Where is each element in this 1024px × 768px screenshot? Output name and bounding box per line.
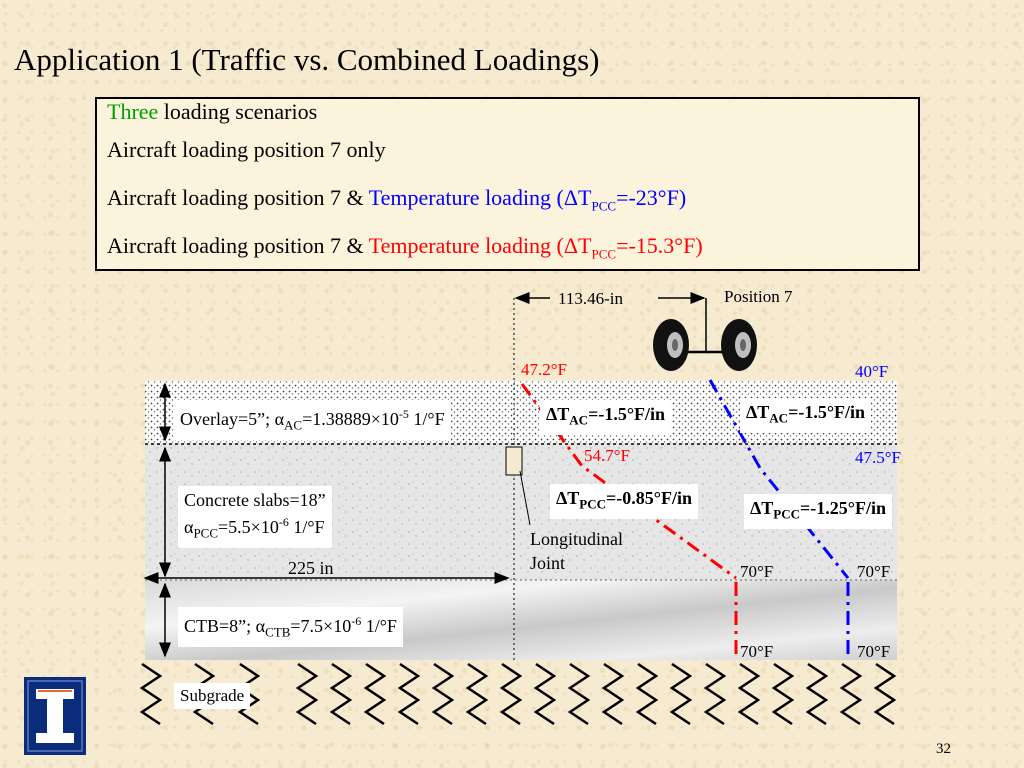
concrete-sub: PCC — [193, 525, 219, 541]
ctb-label — [178, 607, 403, 647]
red-ac-sub: AC — [569, 412, 589, 428]
blue-pcc-bottom-temp: 70°F — [857, 562, 891, 581]
red-mid-temp: 54.7°F — [584, 446, 631, 465]
red-pcc-gradient — [550, 484, 698, 519]
page-number: 32 — [936, 741, 951, 757]
blue-ctb-bottom-temp: 70°F — [857, 642, 891, 661]
blue-ac-sub: AC — [769, 410, 789, 426]
ctb-coef: =7.5×10 — [290, 616, 352, 636]
offset-dimension-label: 113.46-in — [558, 289, 624, 308]
scenario-3-prefix: Aircraft loading position 7 & — [107, 185, 369, 210]
scenario-heading: loading scenarios — [158, 99, 318, 124]
overlay-text: Overlay=5”; α — [180, 409, 285, 429]
scenario-3-value: =-23°F) — [616, 185, 687, 210]
blue-ac-prefix: ΔT — [746, 402, 770, 422]
scenario-3-temp-text: Temperature loading (ΔT — [368, 185, 592, 210]
joint-label-line2: Joint — [530, 553, 566, 573]
position-label: Position 7 — [724, 287, 793, 306]
red-pcc-prefix: ΔT — [556, 488, 580, 508]
overlay-coef: =1.38889×10 — [302, 409, 399, 429]
concrete-alpha-symbol: α — [184, 517, 194, 537]
red-pcc-sub: PCC — [579, 496, 607, 512]
aircraft-wheel-icon — [721, 319, 757, 371]
scenario-4-sub: PCC — [591, 246, 617, 262]
ctb-sub: CTB — [265, 624, 291, 640]
overlay-sub: AC — [284, 417, 303, 433]
blue-pcc-prefix: ΔT — [750, 498, 774, 518]
concrete-unit: 1/°F — [288, 517, 325, 537]
aircraft-wheel-icon — [653, 319, 689, 371]
blue-ac-value: =-1.5°F/in — [788, 402, 866, 422]
subgrade-label: Subgrade — [174, 683, 250, 709]
width-dimension-label: 225 in — [288, 558, 334, 578]
red-ctb-bottom-temp: 70°F — [740, 642, 774, 661]
scenario-4-value: =-15.3°F) — [616, 233, 703, 258]
scenario-count: Three — [107, 99, 159, 124]
concrete-thickness: Concrete slabs=18” — [184, 490, 326, 510]
scenario-4-temp-text: Temperature loading (ΔT — [368, 233, 592, 258]
subgrade-zigzags — [142, 664, 894, 724]
blue-mid-temp: 47.5°F — [855, 448, 902, 467]
red-pcc-value: =-0.85°F/in — [606, 488, 692, 508]
scenario-4-prefix: Aircraft loading position 7 & — [107, 233, 369, 258]
concrete-alpha — [184, 511, 326, 545]
overlay-label — [174, 400, 451, 440]
university-logo-icon — [24, 677, 86, 755]
scenario-line-2: Aircraft loading position 7 only — [107, 137, 386, 162]
blue-pcc-gradient — [744, 494, 892, 529]
blue-top-temp: 40°F — [855, 362, 889, 381]
blue-ac-gradient — [740, 398, 871, 433]
red-ac-prefix: ΔT — [546, 404, 570, 424]
scenario-3-sub: PCC — [591, 198, 617, 214]
concrete-exp: -6 — [278, 515, 289, 529]
red-ac-value: =-1.5°F/in — [588, 404, 666, 424]
joint-label — [530, 527, 623, 575]
blue-pcc-sub: PCC — [773, 506, 801, 522]
ctb-text: CTB=8”; α — [184, 616, 266, 636]
ctb-exp: -6 — [351, 614, 362, 628]
concrete-label — [178, 486, 332, 548]
overlay-unit: 1/°F — [408, 409, 445, 429]
blue-pcc-value: =-1.25°F/in — [800, 498, 886, 518]
dowel-bar — [506, 447, 522, 475]
red-ac-gradient — [540, 400, 671, 435]
page-title: Application 1 (Traffic vs. Combined Loadings) — [14, 42, 600, 77]
red-top-temp: 47.2°F — [521, 360, 568, 379]
red-pcc-bottom-temp: 70°F — [740, 562, 774, 581]
concrete-coef: =5.5×10 — [218, 517, 279, 537]
ctb-unit: 1/°F — [361, 616, 397, 636]
joint-label-line1: Longitudinal — [530, 529, 623, 549]
overlay-exp: -5 — [398, 407, 409, 421]
